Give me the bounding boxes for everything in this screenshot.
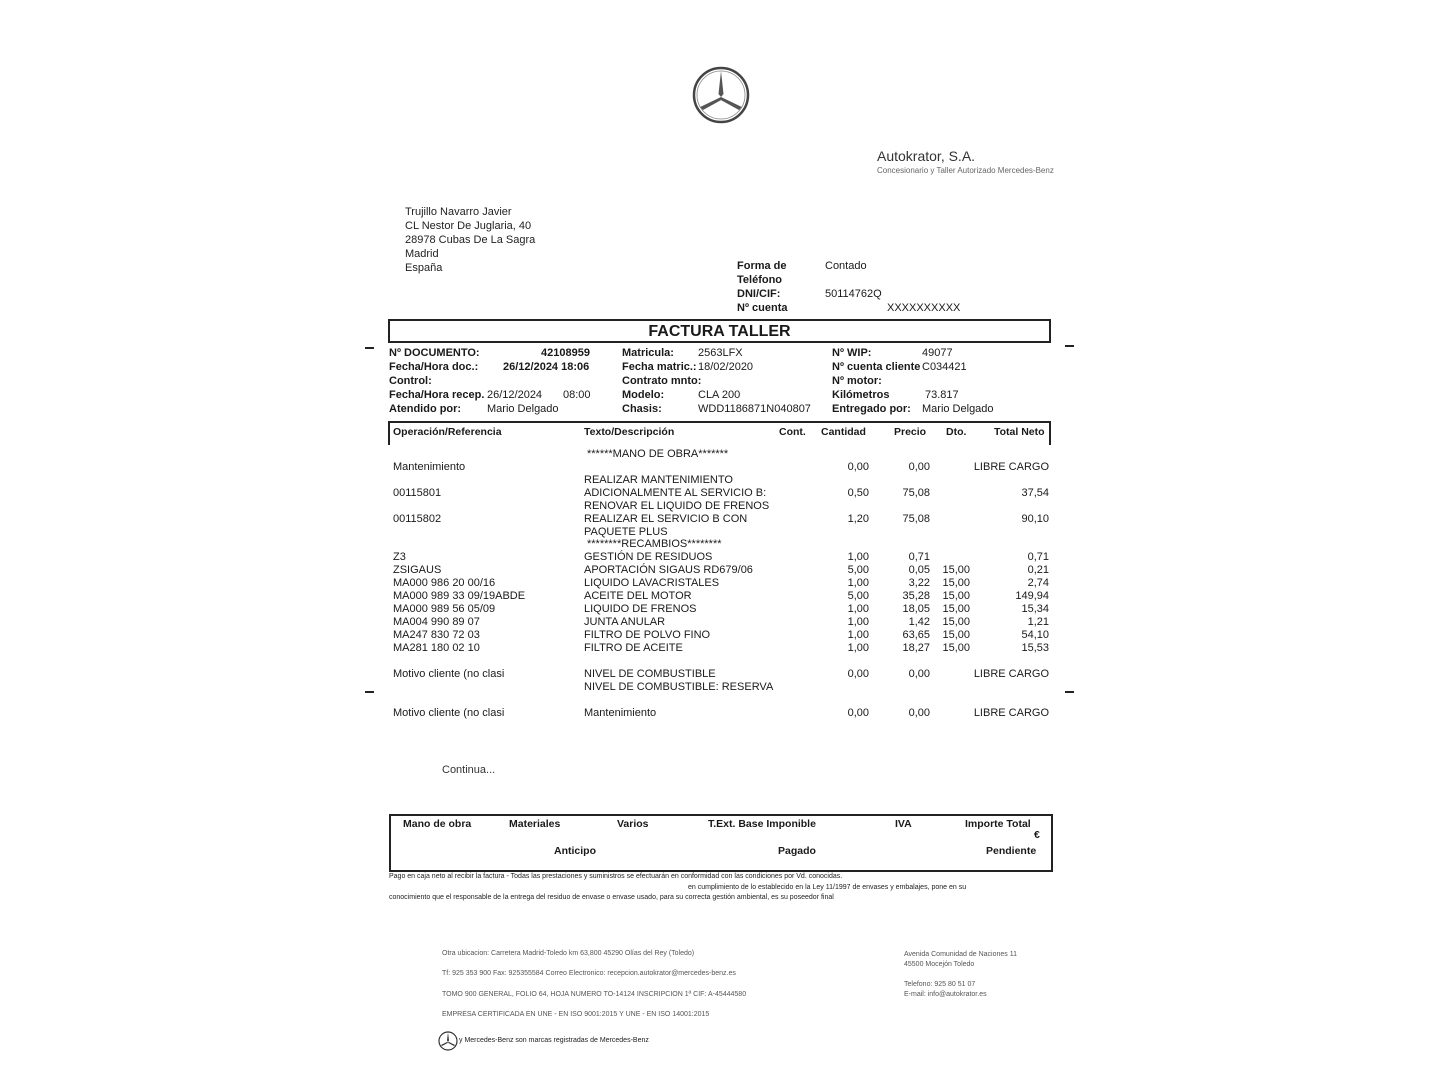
line-desc: ADICIONALMENTE AL SERVICIO B: bbox=[584, 487, 767, 499]
line-precio: 0,05 bbox=[908, 564, 930, 576]
cuenta-cliente-label: Nº cuenta cliente bbox=[832, 361, 921, 373]
line-total: 15,53 bbox=[1021, 642, 1049, 654]
motor-label: Nº motor: bbox=[832, 375, 882, 387]
matricula-value: 2563LFX bbox=[698, 347, 743, 359]
line-total: 37,54 bbox=[1021, 487, 1049, 499]
line-dto: 15,00 bbox=[942, 577, 970, 589]
line-cantidad: 0,00 bbox=[847, 461, 869, 473]
line-cantidad: 0,50 bbox=[847, 487, 869, 499]
line-ref: Z3 bbox=[393, 551, 406, 563]
totals-varios: Varios bbox=[617, 818, 649, 830]
line-precio: 3,22 bbox=[908, 577, 930, 589]
line-cantidad: 5,00 bbox=[847, 564, 869, 576]
line-desc: NIVEL DE COMBUSTIBLE: RESERVA bbox=[584, 681, 774, 693]
col-operacion: Operación/Referencia bbox=[393, 426, 502, 438]
forma-value: Contado bbox=[825, 260, 867, 272]
line-cantidad: 1,00 bbox=[847, 603, 869, 615]
dni-value: 50114762Q bbox=[825, 288, 882, 300]
line-desc: PAQUETE PLUS bbox=[584, 526, 668, 538]
line-dto: 15,00 bbox=[942, 564, 970, 576]
line-cantidad: 1,00 bbox=[847, 551, 869, 563]
line-desc: JUNTA ANULAR bbox=[584, 616, 666, 628]
totals-materiales: Materiales bbox=[509, 818, 561, 830]
line-total: 0,21 bbox=[1027, 564, 1049, 576]
totals-anticipo: Anticipo bbox=[554, 845, 596, 857]
line-desc: GESTIÓN DE RESIDUOS bbox=[584, 551, 713, 563]
line-ref: 00115802 bbox=[393, 513, 442, 525]
matricula-label: Matricula: bbox=[622, 347, 674, 359]
footer-certification: EMPRESA CERTIFICADA EN UNE - EN ISO 9001:2015 Y UNE - EN ISO 14001:2015 bbox=[442, 1011, 710, 1018]
atendido-value: Mario Delgado bbox=[487, 403, 559, 415]
margin-tick bbox=[1065, 345, 1074, 347]
line-cantidad: 5,00 bbox=[847, 590, 869, 602]
line-ref: MA004 990 89 07 bbox=[393, 616, 480, 628]
dni-label: DNI/CIF: bbox=[737, 288, 781, 300]
footer-contact: Tf: 925 353 900 Fax: 925355584 Correo Electronico: recepcion.autokrator@mercedes-benz.es bbox=[442, 970, 736, 977]
line-ref: MA247 830 72 03 bbox=[393, 629, 480, 641]
margin-tick bbox=[365, 347, 374, 349]
col-cont: Cont. bbox=[779, 426, 806, 438]
line-cantidad: 1,00 bbox=[847, 629, 869, 641]
footer-right-city: 45500 Mocejón Toledo bbox=[904, 961, 975, 968]
line-precio: 0,00 bbox=[908, 707, 930, 719]
doc-label: Nº DOCUMENTO: bbox=[389, 347, 480, 359]
entregado-value: Mario Delgado bbox=[922, 403, 994, 415]
line-precio: 75,08 bbox=[902, 513, 930, 525]
mercedes-star-logo bbox=[692, 66, 750, 124]
line-desc: ACEITE DEL MOTOR bbox=[584, 590, 692, 602]
fecha-doc-value: 26/12/2024 18:06 bbox=[503, 361, 590, 373]
continua-text: Continua... bbox=[442, 764, 496, 776]
line-total: LIBRE CARGO bbox=[973, 668, 1049, 680]
line-cantidad: 1,00 bbox=[847, 577, 869, 589]
line-total: 90,10 bbox=[1021, 513, 1049, 525]
control-label: Control: bbox=[389, 375, 432, 387]
km-value: 73.817 bbox=[925, 389, 959, 401]
line-dto: 15,00 bbox=[942, 590, 970, 602]
chasis-value: WDD1186871N040807 bbox=[698, 403, 811, 415]
totals-euro: € bbox=[1034, 829, 1040, 841]
totals-base-imponible: T.Ext. Base Imponible bbox=[708, 818, 816, 830]
atendido-label: Atendido por: bbox=[389, 403, 462, 415]
line-desc: LIQUIDO DE FRENOS bbox=[584, 603, 697, 615]
line-ref: 00115801 bbox=[393, 487, 442, 499]
customer-country: España bbox=[405, 262, 443, 274]
chasis-label: Chasis: bbox=[622, 403, 662, 415]
col-cantidad: Cantidad bbox=[821, 426, 866, 438]
wip-label: Nº WIP: bbox=[832, 347, 872, 359]
col-precio: Precio bbox=[894, 426, 927, 438]
totals-importe: Importe Total bbox=[965, 818, 1031, 830]
line-total: LIBRE CARGO bbox=[973, 707, 1049, 719]
col-descripcion: Texto/Descripción bbox=[584, 426, 675, 438]
modelo-label: Modelo: bbox=[622, 389, 665, 401]
legal-line-1: Pago en caja neto al recibir la factura - Todas las prestaciones y suministros se efectuarán en conformidad con las condiciones por Vd. conocidas. bbox=[389, 873, 843, 880]
footer-right-address: Avenida Comunidad de Naciones 11 bbox=[904, 951, 1017, 958]
customer-street: CL Nestor De Juglaria, 40 bbox=[405, 220, 532, 232]
km-label: Kilómetros bbox=[832, 389, 890, 401]
fecha-matric-value: 18/02/2020 bbox=[698, 361, 754, 373]
line-desc: Mantenimiento bbox=[584, 707, 657, 719]
invoice-title: FACTURA TALLER bbox=[388, 319, 1051, 343]
line-precio: 75,08 bbox=[902, 487, 930, 499]
line-dto: 15,00 bbox=[942, 603, 970, 615]
line-desc: FILTRO DE ACEITE bbox=[584, 642, 683, 654]
line-cantidad: 0,00 bbox=[847, 668, 869, 680]
col-total-neto: Total Neto bbox=[994, 426, 1045, 438]
wip-value: 49077 bbox=[922, 347, 953, 359]
recep-date: 26/12/2024 bbox=[487, 389, 543, 401]
line-desc: RENOVAR EL LIQUIDO DE FRENOS bbox=[584, 500, 770, 512]
line-precio: 0,00 bbox=[908, 461, 930, 473]
line-precio: 1,42 bbox=[908, 616, 930, 628]
line-dto: 15,00 bbox=[942, 642, 970, 654]
cuenta-cliente-value: C034421 bbox=[922, 361, 967, 373]
cuenta-value: XXXXXXXXXX bbox=[887, 302, 961, 314]
line-total: 54,10 bbox=[1021, 629, 1049, 641]
line-desc: REALIZAR MANTENIMIENTO bbox=[584, 474, 733, 486]
mercedes-star-small-icon bbox=[438, 1031, 458, 1051]
cuenta-label: Nº cuenta bbox=[737, 302, 788, 314]
recep-label: Fecha/Hora recep. bbox=[389, 389, 485, 401]
line-total: 15,34 bbox=[1021, 603, 1049, 615]
line-desc: FILTRO DE POLVO FINO bbox=[584, 629, 711, 641]
line-cantidad: 0,00 bbox=[847, 707, 869, 719]
line-total: 2,74 bbox=[1027, 577, 1049, 589]
totals-iva: IVA bbox=[895, 818, 912, 830]
footer-registry: TOMO 900 GENERAL, FOLIO 64, HOJA NUMERO TO-14124 INSCRIPCION 1ª CIF: A-45444580 bbox=[442, 991, 747, 998]
line-desc: LIQUIDO LAVACRISTALES bbox=[584, 577, 720, 589]
margin-tick bbox=[365, 691, 374, 693]
line-total: 0,71 bbox=[1027, 551, 1049, 563]
line-total: 149,94 bbox=[1015, 590, 1049, 602]
section-recambios: ********RECAMBIOS******** bbox=[587, 538, 722, 550]
totals-mano-obra: Mano de obra bbox=[403, 818, 472, 830]
col-dto: Dto. bbox=[946, 426, 967, 438]
company-subtitle: Concesionario y Taller Autorizado Mercedes-Benz bbox=[877, 166, 1054, 175]
customer-city: 28978 Cubas De La Sagra bbox=[405, 234, 536, 246]
footer-brand: y Mercedes-Benz son marcas registradas de Mercedes-Benz bbox=[459, 1037, 649, 1044]
line-ref: Motivo cliente (no clasi bbox=[393, 668, 505, 680]
line-ref: ZSIGAUS bbox=[393, 564, 442, 576]
footer-right-email: E-mail: info@autokrator.es bbox=[904, 991, 987, 998]
line-ref: MA000 989 33 09/19ABDE bbox=[393, 590, 526, 602]
line-ref: MA000 986 20 00/16 bbox=[393, 577, 496, 589]
line-precio: 0,71 bbox=[908, 551, 930, 563]
modelo-value: CLA 200 bbox=[698, 389, 741, 401]
telefono-label: Teléfono bbox=[737, 274, 783, 286]
footer-right-phone: Telefono: 925 80 51 07 bbox=[904, 981, 976, 988]
company-name: Autokrator, S.A. bbox=[877, 148, 976, 164]
line-dto: 15,00 bbox=[942, 629, 970, 641]
line-ref: MA281 180 02 10 bbox=[393, 642, 480, 654]
line-total: LIBRE CARGO bbox=[973, 461, 1049, 473]
footer-address: Otra ubicacion: Carretera Madrid-Toledo km 63,800 45290 Olías del Rey (Toledo) bbox=[442, 950, 695, 957]
line-precio: 18,05 bbox=[902, 603, 930, 615]
line-total: 1,21 bbox=[1027, 616, 1049, 628]
totals-pendiente: Pendiente bbox=[986, 845, 1037, 857]
fecha-matric-label: Fecha matric.: bbox=[622, 361, 697, 373]
line-precio: 18,27 bbox=[902, 642, 930, 654]
line-cantidad: 1,00 bbox=[847, 642, 869, 654]
customer-province: Madrid bbox=[405, 248, 439, 260]
line-desc: NIVEL DE COMBUSTIBLE bbox=[584, 668, 716, 680]
totals-pagado: Pagado bbox=[778, 845, 816, 857]
entregado-label: Entregado por: bbox=[832, 403, 911, 415]
line-desc: REALIZAR EL SERVICIO B CON bbox=[584, 513, 748, 525]
customer-name: Trujillo Navarro Javier bbox=[405, 206, 512, 218]
line-precio: 35,28 bbox=[902, 590, 930, 602]
line-ref: Mantenimiento bbox=[393, 461, 466, 473]
line-precio: 63,65 bbox=[902, 629, 930, 641]
line-cantidad: 1,20 bbox=[847, 513, 869, 525]
legal-line-3: conocimiento que el responsable de la entrega del residuo de envase o envase usado, para su correcta gestión ambiental, es su poseedor final bbox=[389, 894, 834, 901]
forma-label: Forma de bbox=[737, 260, 787, 272]
doc-value: 42108959 bbox=[541, 347, 590, 359]
line-desc: APORTACIÓN SIGAUS RD679/06 bbox=[584, 564, 753, 576]
legal-line-2: en cumplimiento de lo establecido en la Ley 11/1997 de envases y embalajes, pone en su bbox=[688, 884, 967, 891]
line-dto: 15,00 bbox=[942, 616, 970, 628]
line-precio: 0,00 bbox=[908, 668, 930, 680]
margin-tick bbox=[1065, 691, 1074, 693]
section-mano-obra: ******MANO DE OBRA******* bbox=[587, 448, 729, 460]
contrato-label: Contrato mnto: bbox=[622, 375, 702, 387]
recep-time: 08:00 bbox=[563, 389, 591, 401]
line-ref: MA000 989 56 05/09 bbox=[393, 603, 496, 615]
fecha-doc-label: Fecha/Hora doc.: bbox=[389, 361, 479, 373]
line-ref: Motivo cliente (no clasi bbox=[393, 707, 505, 719]
line-cantidad: 1,00 bbox=[847, 616, 869, 628]
